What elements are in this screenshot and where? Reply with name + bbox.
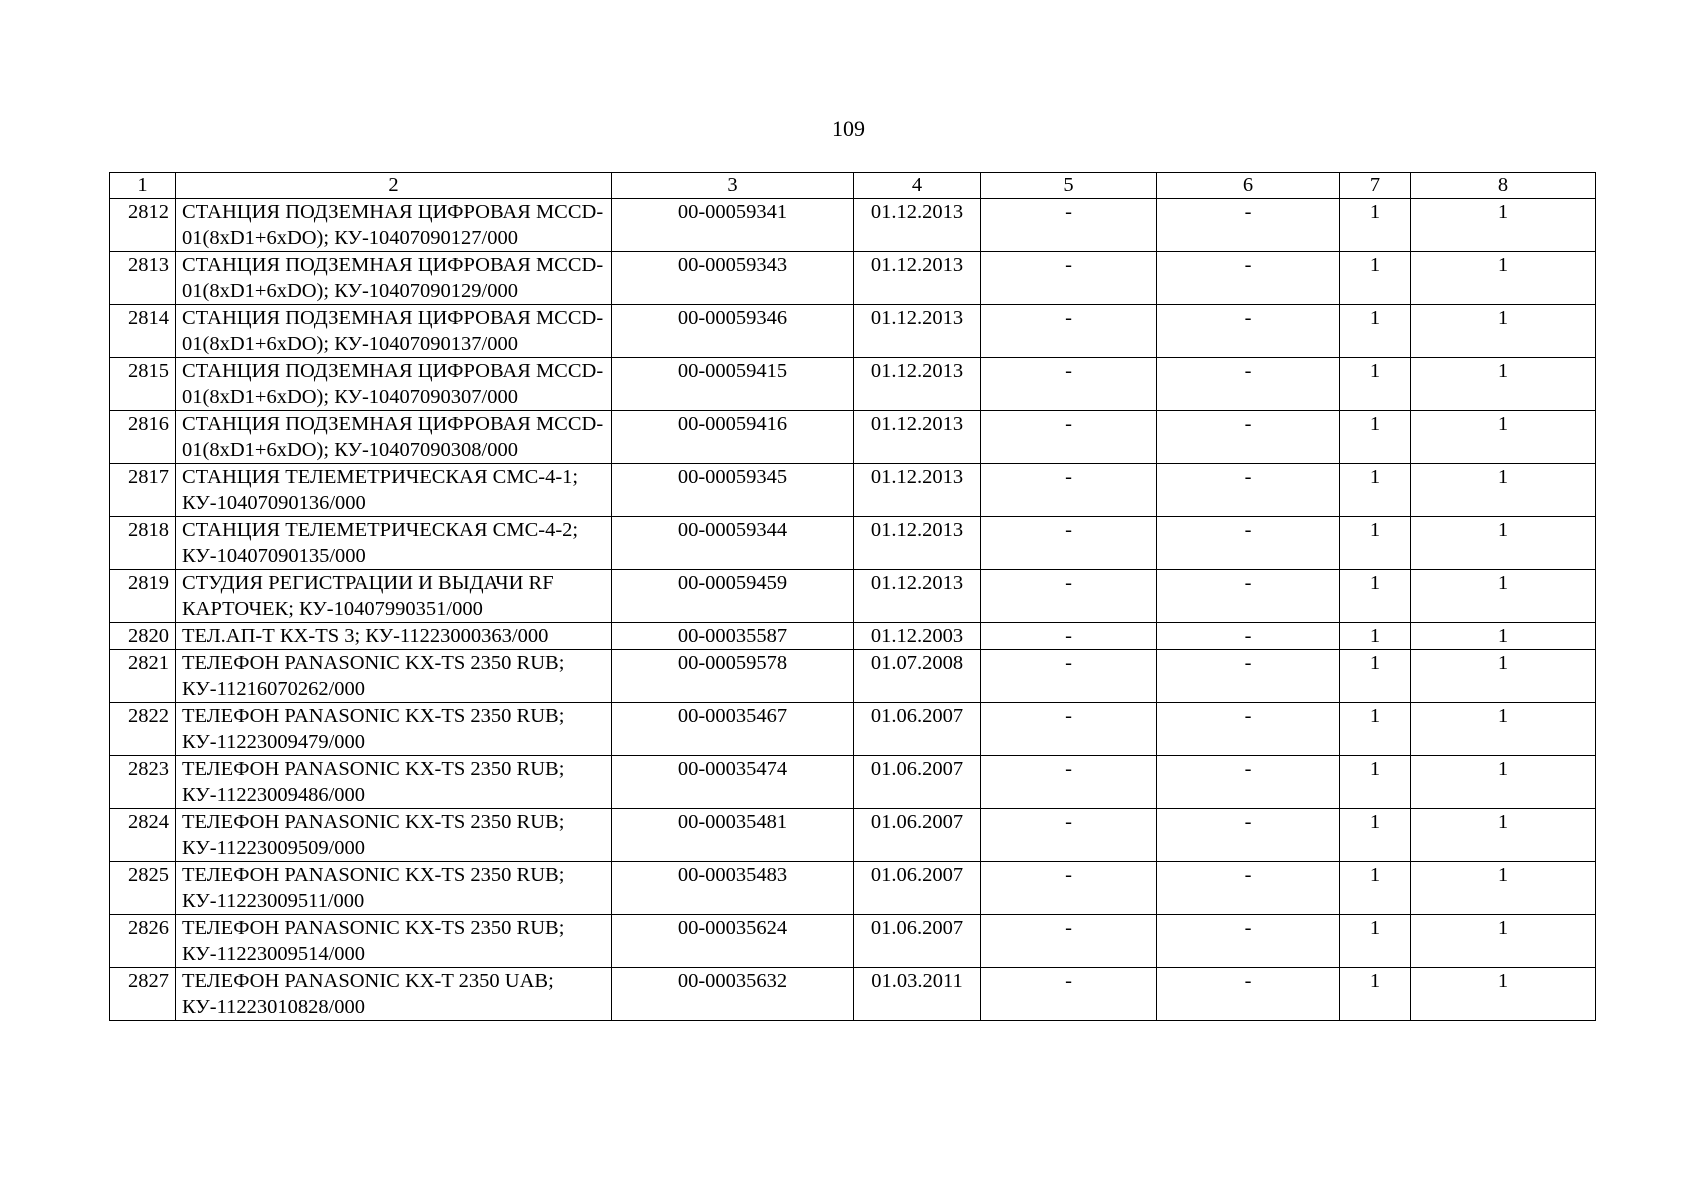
- column-7-cell: 1: [1340, 252, 1411, 305]
- item-name-cell: СТАНЦИЯ ПОДЗЕМНАЯ ЦИФРОВАЯ MCCD-01(8xD1+6xDO); КУ-10407090137/000: [176, 305, 612, 358]
- date-cell: 01.12.2003: [854, 623, 981, 650]
- date-cell: 01.06.2007: [854, 915, 981, 968]
- table-row: [110, 517, 1596, 570]
- inventory-number-cell: 00-00059345: [612, 464, 854, 517]
- date-cell: 01.12.2013: [854, 464, 981, 517]
- item-name-cell: ТЕЛЕФОН PANASONIC KX-TS 2350 RUB; КУ-11223009509/000: [176, 809, 612, 862]
- row-number-cell: 2827: [110, 968, 176, 1021]
- column-5-cell: -: [981, 756, 1157, 809]
- row-number-cell: 2812: [110, 199, 176, 252]
- column-7-cell: 1: [1340, 464, 1411, 517]
- table-row: [110, 862, 1596, 915]
- item-name-cell: ТЕЛЕФОН PANASONIC KX-T 2350 UAB; КУ-11223010828/000: [176, 968, 612, 1021]
- item-name-cell: ТЕЛЕФОН PANASONIC KX-TS 2350 RUB; КУ-11223009511/000: [176, 862, 612, 915]
- inventory-number-cell: 00-00059416: [612, 411, 854, 464]
- row-number-cell: 2825: [110, 862, 176, 915]
- column-5-cell: -: [981, 199, 1157, 252]
- inventory-number-cell: 00-00059341: [612, 199, 854, 252]
- row-number-cell: 2814: [110, 305, 176, 358]
- inventory-number-cell: 00-00035483: [612, 862, 854, 915]
- column-7-cell: 1: [1340, 305, 1411, 358]
- column-7-cell: 1: [1340, 703, 1411, 756]
- column-number-header-row: [110, 173, 1596, 199]
- column-8-cell: 1: [1411, 650, 1596, 703]
- column-8-cell: 1: [1411, 703, 1596, 756]
- column-6-cell: -: [1157, 915, 1340, 968]
- item-name-cell: СТАНЦИЯ ПОДЗЕМНАЯ ЦИФРОВАЯ MCCD-01(8xD1+6xDO); КУ-10407090127/000: [176, 199, 612, 252]
- column-5-cell: -: [981, 809, 1157, 862]
- item-name-cell: ТЕЛЕФОН PANASONIC KX-TS 2350 RUB; КУ-11223009479/000: [176, 703, 612, 756]
- inventory-number-cell: 00-00059344: [612, 517, 854, 570]
- column-header: 4: [854, 173, 981, 199]
- column-7-cell: 1: [1340, 968, 1411, 1021]
- date-cell: 01.12.2013: [854, 570, 981, 623]
- table-row: [110, 650, 1596, 703]
- date-cell: 01.12.2013: [854, 199, 981, 252]
- column-7-cell: 1: [1340, 199, 1411, 252]
- row-number-cell: 2816: [110, 411, 176, 464]
- column-6-cell: -: [1157, 252, 1340, 305]
- date-cell: 01.06.2007: [854, 809, 981, 862]
- inventory-number-cell: 00-00035632: [612, 968, 854, 1021]
- inventory-number-cell: 00-00035624: [612, 915, 854, 968]
- column-7-cell: 1: [1340, 623, 1411, 650]
- column-6-cell: -: [1157, 968, 1340, 1021]
- inventory-number-cell: 00-00035587: [612, 623, 854, 650]
- date-cell: 01.12.2013: [854, 305, 981, 358]
- table-row: [110, 570, 1596, 623]
- column-5-cell: -: [981, 252, 1157, 305]
- column-5-cell: -: [981, 915, 1157, 968]
- column-header: 1: [110, 173, 176, 199]
- table-row: [110, 703, 1596, 756]
- table-row: [110, 252, 1596, 305]
- column-5-cell: -: [981, 305, 1157, 358]
- column-7-cell: 1: [1340, 411, 1411, 464]
- column-8-cell: 1: [1411, 570, 1596, 623]
- column-8-cell: 1: [1411, 968, 1596, 1021]
- asset-table: [109, 172, 1596, 1021]
- item-name-cell: СТАНЦИЯ ПОДЗЕМНАЯ ЦИФРОВАЯ MCCD-01(8xD1+6xDO); КУ-10407090129/000: [176, 252, 612, 305]
- item-name-cell: СТАНЦИЯ ПОДЗЕМНАЯ ЦИФРОВАЯ MCCD-01(8xD1+6xDO); КУ-10407090307/000: [176, 358, 612, 411]
- table-row: [110, 464, 1596, 517]
- row-number-cell: 2815: [110, 358, 176, 411]
- column-6-cell: -: [1157, 570, 1340, 623]
- column-6-cell: -: [1157, 862, 1340, 915]
- inventory-number-cell: 00-00035481: [612, 809, 854, 862]
- row-number-cell: 2823: [110, 756, 176, 809]
- date-cell: 01.12.2013: [854, 358, 981, 411]
- row-number-cell: 2820: [110, 623, 176, 650]
- column-8-cell: 1: [1411, 517, 1596, 570]
- column-8-cell: 1: [1411, 305, 1596, 358]
- inventory-number-cell: 00-00059343: [612, 252, 854, 305]
- column-5-cell: -: [981, 650, 1157, 703]
- row-number-cell: 2818: [110, 517, 176, 570]
- item-name-cell: СТАНЦИЯ ПОДЗЕМНАЯ ЦИФРОВАЯ MCCD-01(8xD1+6xDO); КУ-10407090308/000: [176, 411, 612, 464]
- column-6-cell: -: [1157, 305, 1340, 358]
- column-7-cell: 1: [1340, 358, 1411, 411]
- column-6-cell: -: [1157, 358, 1340, 411]
- column-8-cell: 1: [1411, 915, 1596, 968]
- column-5-cell: -: [981, 623, 1157, 650]
- column-7-cell: 1: [1340, 809, 1411, 862]
- table-row: [110, 623, 1596, 650]
- date-cell: 01.12.2013: [854, 252, 981, 305]
- inventory-number-cell: 00-00035467: [612, 703, 854, 756]
- column-6-cell: -: [1157, 411, 1340, 464]
- inventory-number-cell: 00-00059346: [612, 305, 854, 358]
- column-6-cell: -: [1157, 650, 1340, 703]
- inventory-number-cell: 00-00035474: [612, 756, 854, 809]
- column-8-cell: 1: [1411, 623, 1596, 650]
- column-header: 8: [1411, 173, 1596, 199]
- column-5-cell: -: [981, 464, 1157, 517]
- date-cell: 01.12.2013: [854, 411, 981, 464]
- column-8-cell: 1: [1411, 862, 1596, 915]
- item-name-cell: СТАНЦИЯ ТЕЛЕМЕТРИЧЕСКАЯ СМС-4-1; КУ-10407090136/000: [176, 464, 612, 517]
- item-name-cell: СТУДИЯ РЕГИСТРАЦИИ И ВЫДАЧИ RF КАРТОЧЕК; КУ-10407990351/000: [176, 570, 612, 623]
- column-8-cell: 1: [1411, 358, 1596, 411]
- column-8-cell: 1: [1411, 809, 1596, 862]
- column-header: 6: [1157, 173, 1340, 199]
- column-6-cell: -: [1157, 756, 1340, 809]
- column-5-cell: -: [981, 411, 1157, 464]
- row-number-cell: 2819: [110, 570, 176, 623]
- column-5-cell: -: [981, 517, 1157, 570]
- row-number-cell: 2813: [110, 252, 176, 305]
- column-8-cell: 1: [1411, 464, 1596, 517]
- table-row: [110, 199, 1596, 252]
- column-7-cell: 1: [1340, 756, 1411, 809]
- date-cell: 01.06.2007: [854, 756, 981, 809]
- table-row: [110, 968, 1596, 1021]
- table-row: [110, 305, 1596, 358]
- column-5-cell: -: [981, 968, 1157, 1021]
- table-row: [110, 358, 1596, 411]
- column-7-cell: 1: [1340, 650, 1411, 703]
- table-row: [110, 915, 1596, 968]
- table-row: [110, 756, 1596, 809]
- row-number-cell: 2826: [110, 915, 176, 968]
- column-6-cell: -: [1157, 623, 1340, 650]
- row-number-cell: 2822: [110, 703, 176, 756]
- date-cell: 01.07.2008: [854, 650, 981, 703]
- date-cell: 01.06.2007: [854, 703, 981, 756]
- item-name-cell: ТЕЛ.АП-Т КХ-TS 3; КУ-11223000363/000: [176, 623, 612, 650]
- column-8-cell: 1: [1411, 411, 1596, 464]
- date-cell: 01.06.2007: [854, 862, 981, 915]
- row-number-cell: 2817: [110, 464, 176, 517]
- table-row: [110, 809, 1596, 862]
- table-body: [110, 173, 1596, 1021]
- item-name-cell: ТЕЛЕФОН PANASONIC KX-TS 2350 RUB; КУ-11223009514/000: [176, 915, 612, 968]
- column-7-cell: 1: [1340, 570, 1411, 623]
- column-header: 7: [1340, 173, 1411, 199]
- column-5-cell: -: [981, 703, 1157, 756]
- inventory-number-cell: 00-00059415: [612, 358, 854, 411]
- table-row: [110, 411, 1596, 464]
- column-header: 2: [176, 173, 612, 199]
- date-cell: 01.03.2011: [854, 968, 981, 1021]
- column-8-cell: 1: [1411, 756, 1596, 809]
- column-5-cell: -: [981, 358, 1157, 411]
- column-header: 5: [981, 173, 1157, 199]
- column-7-cell: 1: [1340, 915, 1411, 968]
- column-5-cell: -: [981, 570, 1157, 623]
- column-6-cell: -: [1157, 703, 1340, 756]
- row-number-cell: 2821: [110, 650, 176, 703]
- item-name-cell: СТАНЦИЯ ТЕЛЕМЕТРИЧЕСКАЯ СМС-4-2; КУ-10407090135/000: [176, 517, 612, 570]
- row-number-cell: 2824: [110, 809, 176, 862]
- column-8-cell: 1: [1411, 199, 1596, 252]
- page-number: 109: [832, 116, 865, 141]
- item-name-cell: ТЕЛЕФОН PANASONIC KX-TS 2350 RUB; КУ-11216070262/000: [176, 650, 612, 703]
- inventory-number-cell: 00-00059459: [612, 570, 854, 623]
- column-5-cell: -: [981, 862, 1157, 915]
- item-name-cell: ТЕЛЕФОН PANASONIC KX-TS 2350 RUB; КУ-11223009486/000: [176, 756, 612, 809]
- column-7-cell: 1: [1340, 517, 1411, 570]
- column-8-cell: 1: [1411, 252, 1596, 305]
- date-cell: 01.12.2013: [854, 517, 981, 570]
- column-header: 3: [612, 173, 854, 199]
- column-7-cell: 1: [1340, 862, 1411, 915]
- inventory-number-cell: 00-00059578: [612, 650, 854, 703]
- column-6-cell: -: [1157, 199, 1340, 252]
- column-6-cell: -: [1157, 517, 1340, 570]
- column-6-cell: -: [1157, 464, 1340, 517]
- column-6-cell: -: [1157, 809, 1340, 862]
